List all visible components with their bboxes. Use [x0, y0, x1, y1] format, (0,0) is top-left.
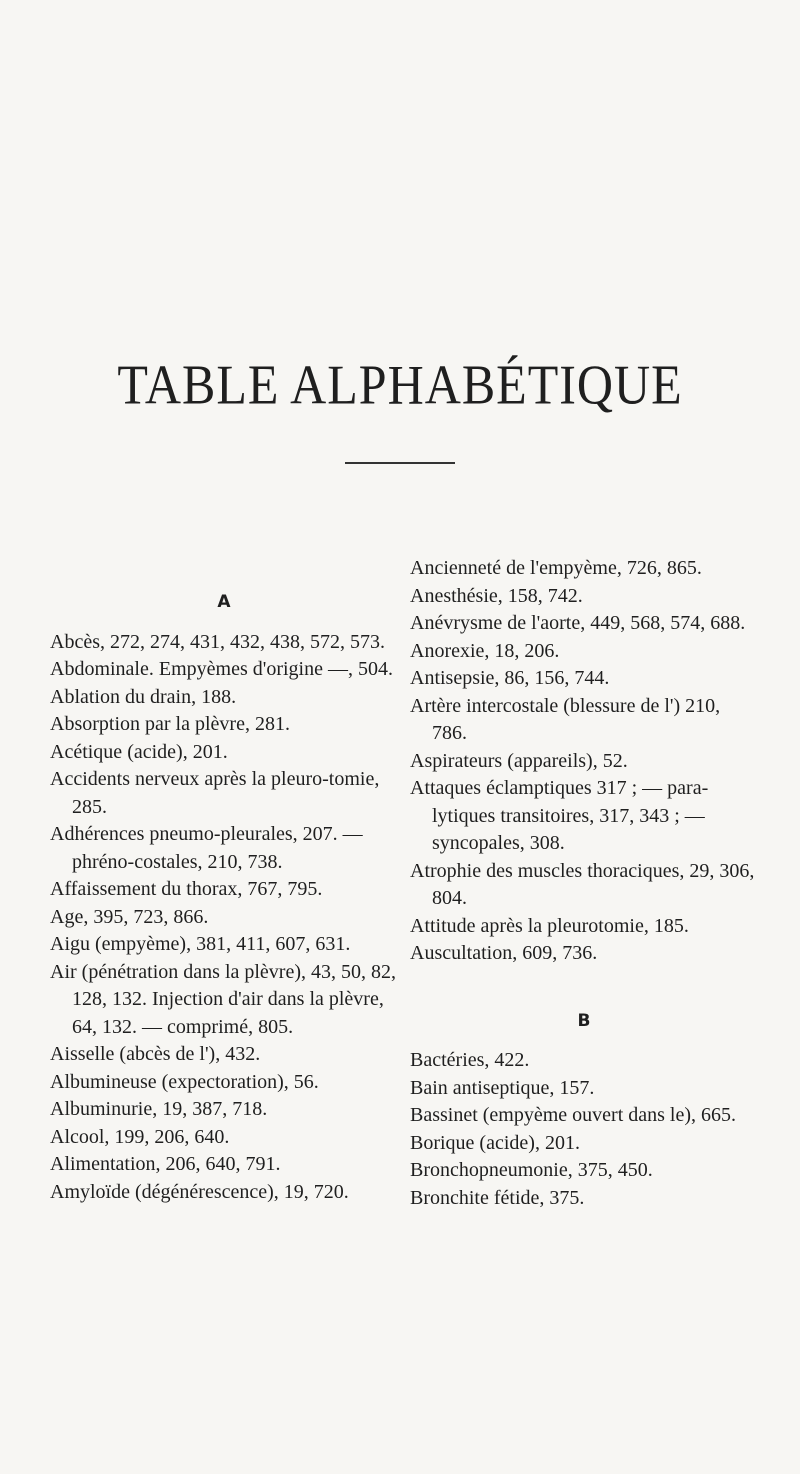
- index-entry: Absorption par la plèvre, 281.: [50, 713, 290, 735]
- index-entry: Auscultation, 609, 736.: [410, 942, 598, 964]
- index-entry: Abdominale. Empyèmes d'origine —, 504.: [50, 658, 393, 680]
- index-entry: Ancienneté de l'empyème, 726, 865.: [410, 557, 702, 579]
- index-entry: Albumineuse (expectoration), 56.: [50, 1070, 319, 1093]
- index-entry: Artère intercostale (blessure de l') 210, 786.: [410, 694, 721, 744]
- index-column-left: [50, 555, 398, 1206]
- index-entry: Aisselle (abcès de l'), 432.: [50, 1043, 261, 1065]
- section-letter-b: B: [577, 1010, 591, 1031]
- index-entry: Antisepsie, 86, 156, 744.: [410, 667, 610, 689]
- index-entry: Adhérences pneumo-pleurales, 207. — phréno-costales, 210, 738.: [50, 823, 363, 873]
- index-entry: Anesthésie, 158, 742.: [410, 584, 583, 607]
- entry-list-a-right: [410, 555, 758, 968]
- index-entry: Ablation du drain, 188.: [50, 685, 237, 708]
- index-column-right: [410, 555, 758, 1212]
- page-title: TABLE ALPHABÉTIQUE: [117, 353, 683, 416]
- index-entry: Air (pénétration dans la plèvre), 43, 50, 82, 128, 132. Injection d'air dans la plèvre, 64, 132. — comprimé, 805.: [50, 960, 397, 1038]
- index-entry: Attitude après la pleurotomie, 185.: [410, 914, 689, 937]
- index-entry: Bronchite fétide, 375.: [410, 1186, 585, 1209]
- index-entry: Amyloïde (dégénérescence), 19, 720.: [50, 1180, 349, 1203]
- index-entry: Aspirateurs (appareils), 52.: [410, 749, 628, 772]
- index-entry: Abcès, 272, 274, 431, 432, 438, 572, 573.: [50, 630, 385, 653]
- index-entry: Anorexie, 18, 206.: [410, 639, 560, 662]
- index-entry: Age, 395, 723, 866.: [50, 905, 209, 928]
- index-entry: Bassinet (empyème ouvert dans le), 665.: [410, 1104, 737, 1126]
- index-entry: Bronchopneumonie, 375, 450.: [410, 1159, 653, 1181]
- entry-list-b: [410, 1047, 758, 1212]
- index-entry: Albuminurie, 19, 387, 718.: [50, 1098, 268, 1120]
- title-divider: [345, 462, 455, 464]
- index-entry: Anévrysme de l'aorte, 449, 568, 574, 688.: [410, 612, 746, 634]
- index-entry: Borique (acide), 201.: [410, 1131, 580, 1154]
- index-entry: Aigu (empyème), 381, 411, 607, 631.: [50, 933, 351, 955]
- index-entry: Atrophie des muscles thoraciques, 29, 306, 804.: [410, 859, 755, 909]
- section-letter-a: A: [217, 592, 231, 612]
- index-entry: Alimentation, 206, 640, 791.: [50, 1153, 281, 1175]
- index-entry: Accidents nerveux après la pleuro-tomie, 285.: [50, 768, 380, 818]
- index-entry: Bain antiseptique, 157.: [410, 1076, 595, 1099]
- entry-list-a-left: [50, 629, 398, 1207]
- index-entry: Alcool, 199, 206, 640.: [50, 1125, 230, 1148]
- index-entry: Affaissement du thorax, 767, 795.: [50, 878, 323, 900]
- index-entry: Attaques éclamptiques 317 ; — para-lytiques transitoires, 317, 343 ; — syncopales, 308.: [410, 777, 709, 854]
- index-entry: Acétique (acide), 201.: [50, 740, 228, 763]
- index-entry: Bactéries, 422.: [410, 1049, 530, 1071]
